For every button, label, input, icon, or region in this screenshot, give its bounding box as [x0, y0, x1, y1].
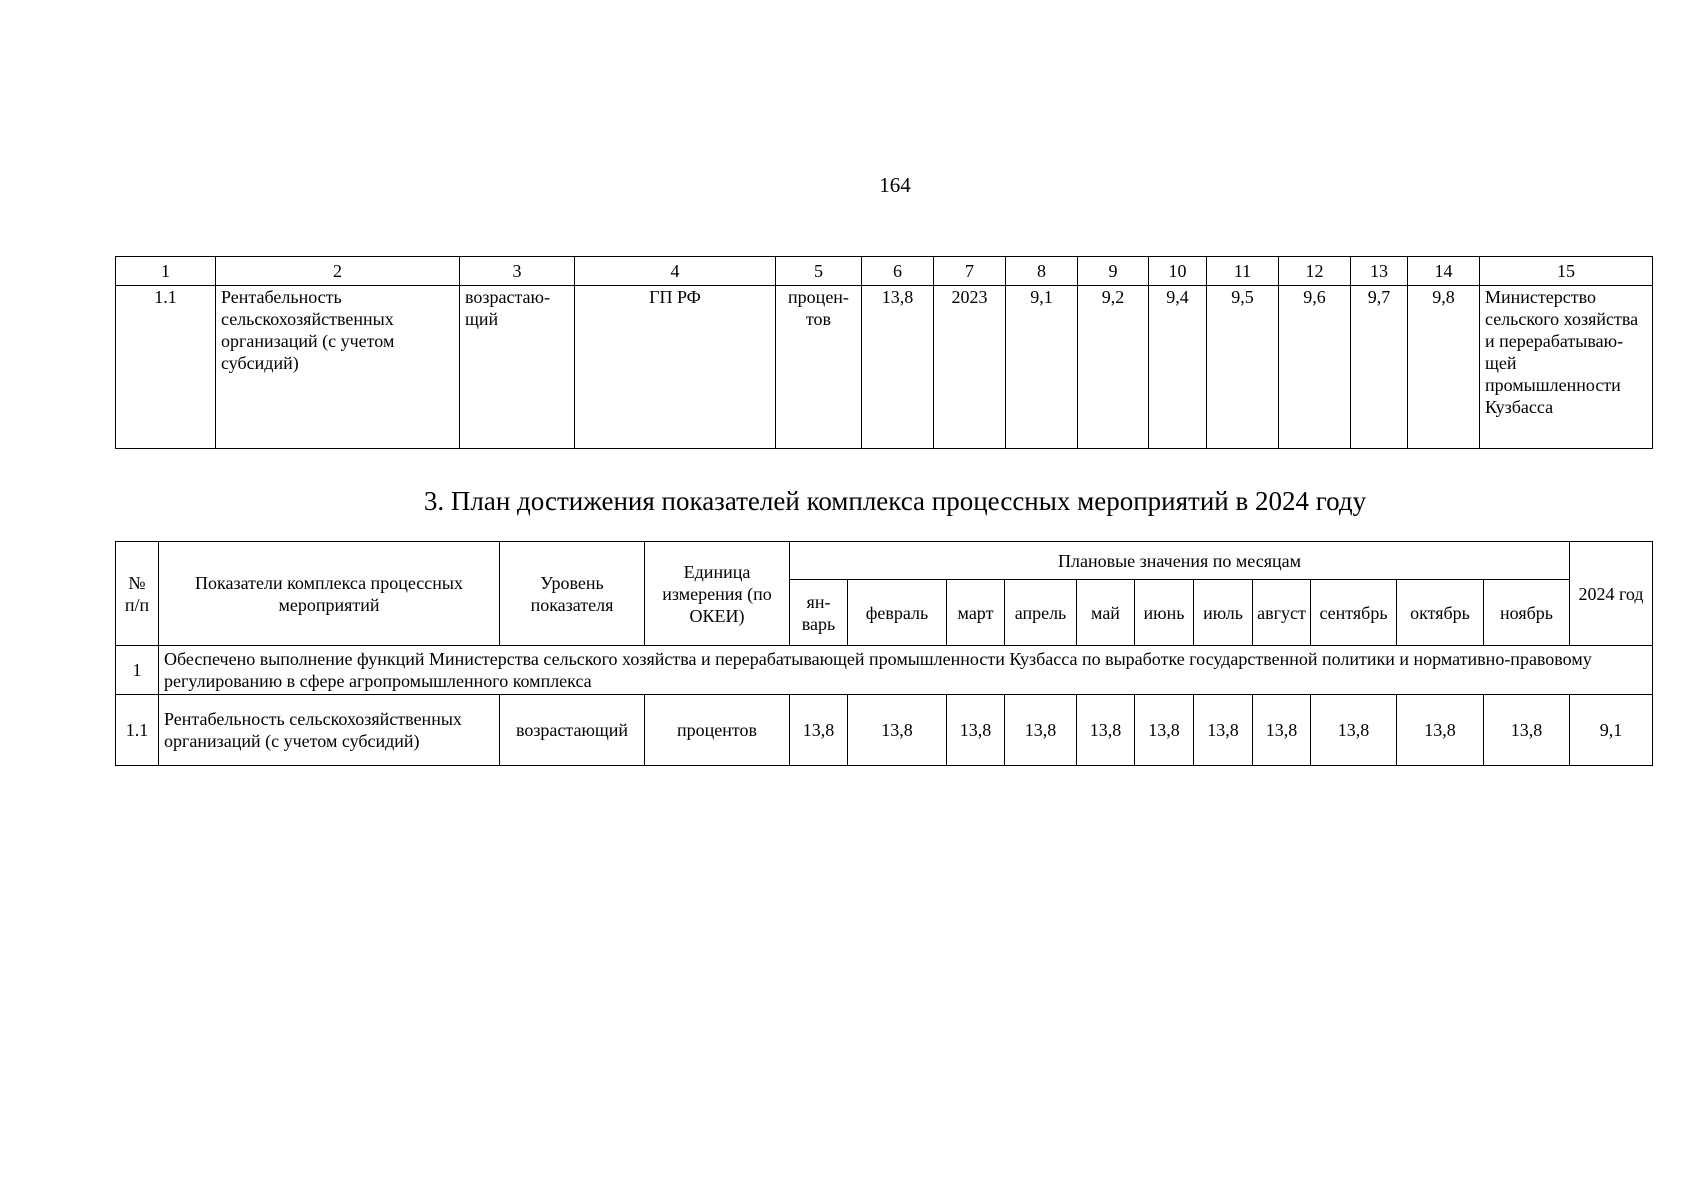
month-header: ян-варь: [790, 580, 848, 646]
col-number: 4: [575, 257, 776, 286]
unit: процен-тов: [776, 286, 862, 449]
indicator-direction: возрастаю-щий: [460, 286, 575, 449]
month-header: сентябрь: [1311, 580, 1397, 646]
month-value: 13,8: [1194, 695, 1253, 766]
year-value: 9,4: [1149, 286, 1207, 449]
month-header: май: [1077, 580, 1135, 646]
header-level: Уровень показателя: [500, 542, 645, 646]
month-value: 13,8: [1135, 695, 1194, 766]
year-value: 9,7: [1351, 286, 1408, 449]
base-value: 13,8: [862, 286, 934, 449]
header-num: № п/п: [116, 542, 159, 646]
col-number: 9: [1078, 257, 1149, 286]
col-number: 7: [934, 257, 1006, 286]
col-number: 8: [1006, 257, 1078, 286]
month-value: 13,8: [848, 695, 947, 766]
indicator-name: Рентабельность сельскохозяйственных организаций (с учетом субсидий): [216, 286, 460, 449]
month-header: июль: [1194, 580, 1253, 646]
col-number: 12: [1279, 257, 1351, 286]
row-number: 1.1: [116, 695, 159, 766]
month-value: 13,8: [790, 695, 848, 766]
table-row: [116, 286, 1653, 449]
col-number: 1: [116, 257, 216, 286]
year-value: 9,5: [1207, 286, 1279, 449]
group-row: [116, 646, 1653, 695]
unit: процентов: [645, 695, 790, 766]
month-value: 13,8: [947, 695, 1005, 766]
base-year: 2023: [934, 286, 1006, 449]
month-header: июнь: [1135, 580, 1194, 646]
col-number: 14: [1408, 257, 1480, 286]
month-value: 13,8: [1397, 695, 1484, 766]
col-number: 2: [216, 257, 460, 286]
indicator-name: Рентабельность сельскохозяйственных организаций (с учетом субсидий): [159, 695, 500, 766]
col-number: 13: [1351, 257, 1408, 286]
year-value: 9,8: [1408, 286, 1480, 449]
indicator-level: ГП РФ: [575, 286, 776, 449]
col-number: 5: [776, 257, 862, 286]
col-number: 10: [1149, 257, 1207, 286]
month-value: 13,8: [1484, 695, 1570, 766]
monthly-plan-table: [115, 541, 1653, 766]
year-value: 9,2: [1078, 286, 1149, 449]
col-number: 11: [1207, 257, 1279, 286]
group-text: Обеспечено выполнение функций Министерства сельского хозяйства и перерабатывающей промышленности Кузбасса по выработке государственной политики и нормативно-правовому регулированию в сфере агропромышленного комплекса: [159, 646, 1653, 695]
month-value: 13,8: [1005, 695, 1077, 766]
col-number: 15: [1480, 257, 1653, 286]
year-value: 9,1: [1006, 286, 1078, 449]
month-header: февраль: [848, 580, 947, 646]
month-value: 13,8: [1311, 695, 1397, 766]
month-value: 13,8: [1077, 695, 1135, 766]
col-number: 6: [862, 257, 934, 286]
indicator-level: возрастающий: [500, 695, 645, 766]
year-value: 9,1: [1570, 695, 1653, 766]
header-year: 2024 год: [1570, 542, 1653, 646]
header-planned: Плановые значения по месяцам: [790, 542, 1570, 580]
header-row: [116, 542, 1653, 580]
header-indicators: Показатели комплекса процессных мероприятий: [159, 542, 500, 646]
month-header: ноябрь: [1484, 580, 1570, 646]
month-header: март: [947, 580, 1005, 646]
section-title: 3. План достижения показателей комплекса процессных мероприятий в 2024 году: [423, 486, 1367, 516]
table-row: [116, 695, 1653, 766]
year-value: 9,6: [1279, 286, 1351, 449]
indicators-table: [115, 256, 1653, 449]
responsible-org: Министерство сельского хозяйства и перерабатываю-щей промышленности Кузбасса: [1480, 286, 1653, 449]
month-header: апрель: [1005, 580, 1077, 646]
header-unit: Единица измерения (по ОКЕИ): [645, 542, 790, 646]
group-num: 1: [116, 646, 159, 695]
column-number-row: [116, 257, 1653, 286]
month-value: 13,8: [1253, 695, 1311, 766]
month-header: август: [1253, 580, 1311, 646]
row-number: 1.1: [116, 286, 216, 449]
month-header: октябрь: [1397, 580, 1484, 646]
page-number: 164: [879, 173, 911, 197]
col-number: 3: [460, 257, 575, 286]
